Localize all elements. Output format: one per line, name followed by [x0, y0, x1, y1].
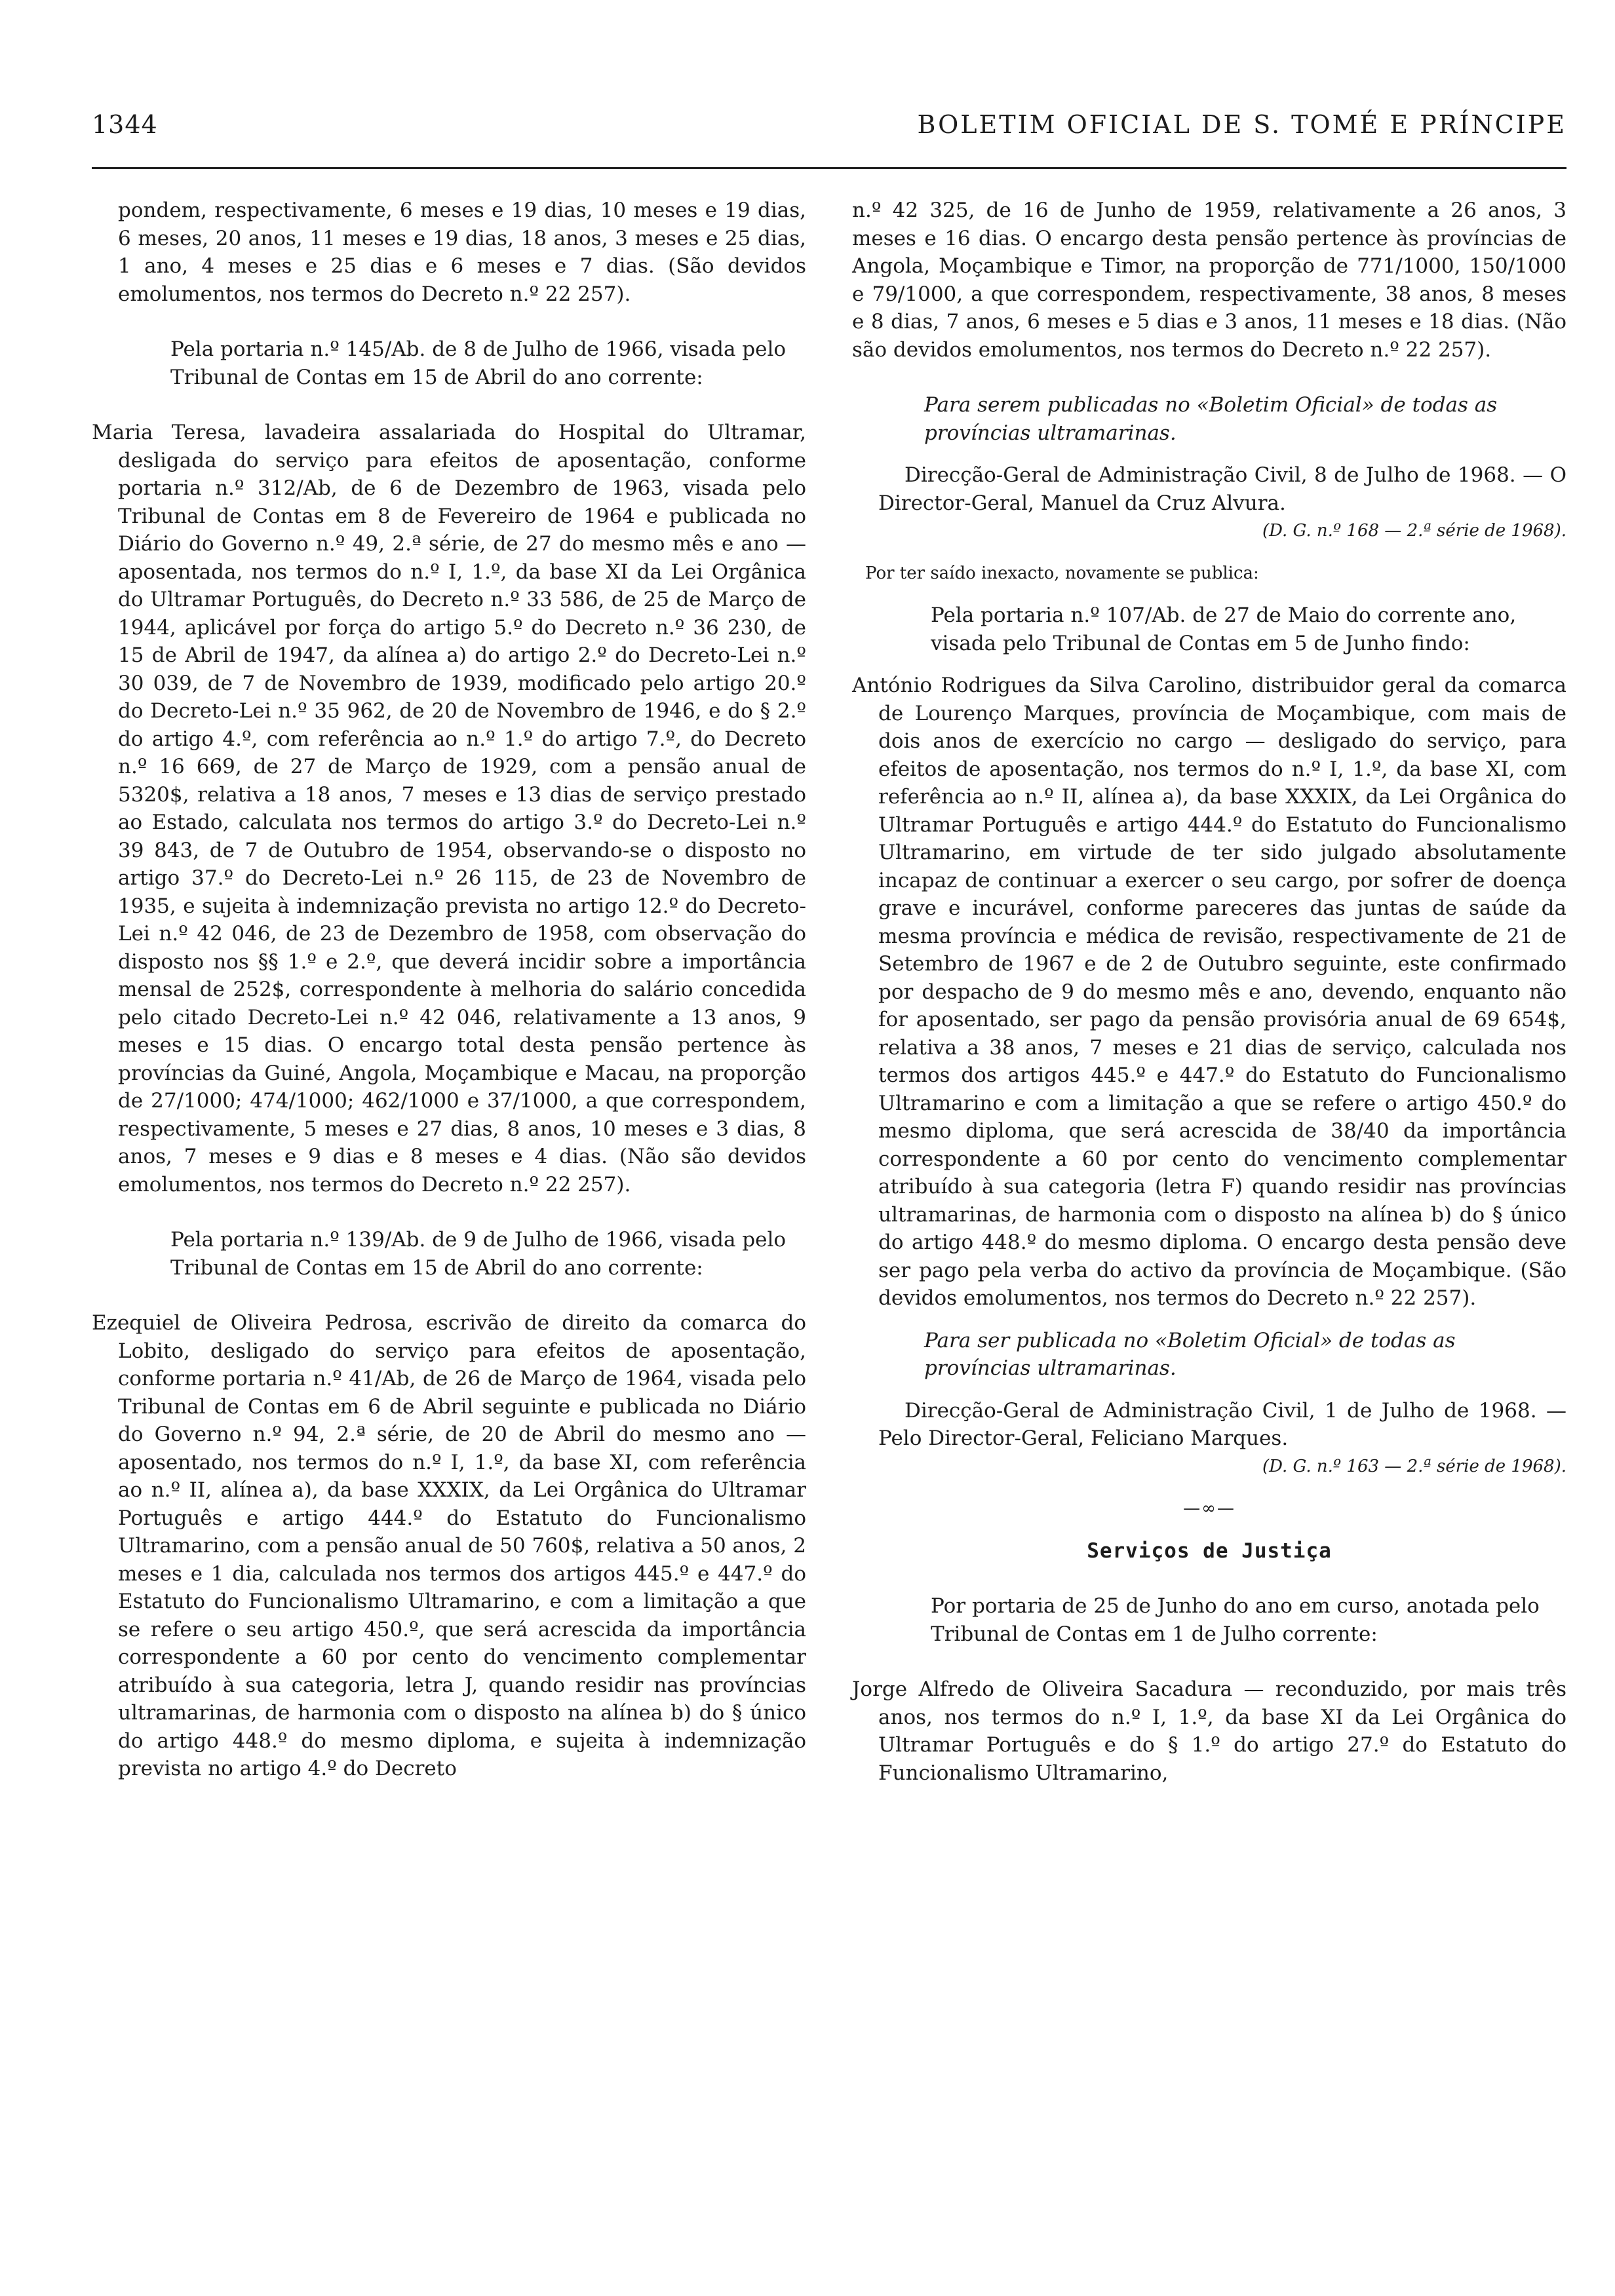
- signature-line: Direcção-Geral de Administração Civil, 8 de Julho de 1968. — O Director-Geral, Manuel da Cruz Alvura.: [878, 463, 1566, 515]
- portaria-heading: Pela portaria n.º 145/Ab. de 8 de Julho de 1966, visada pelo Tribunal de Contas em 15 de Abril do ano corrente:: [170, 337, 787, 389]
- pension-entry: Ezequiel de Oliveira Pedrosa, escrivão de direito da comarca do Lobito, desligado do serviço para efeitos de aposentação, conforme portaria n.º 41/Ab, de 26 de Março de 1964, visada pelo Tribunal de Contas em 6 de Abril seguinte e publicada no Diário do Governo n.º 94, 2.ª série, de 20 de Abril do mesmo ano — aposentado, nos termos do n.º I, 1.º, da base XI, com referência ao n.º II, alínea a), da base XXXIX, da Lei Orgânica do Ultramar Português e artigo 444.º do Estatuto do Funcionalismo Ultramarino, com a pensão anual de 50 760$, relativa a 50 anos, 2 meses e 1 dia, calculada nos termos dos artigos 445.º e 447.º do Estatuto do Funcionalismo Ultramarino, e com a limitação a que se refere o seu artigo 450.º, que será acrescida da importância correspondente a 60 por cento do vencimento complementar atribuído à sua categoria, letra J, quando residir nas províncias ultramarinas, de harmonia com o disposto na alínea b) do § único do artigo 448.º do mesmo diploma, e sujeita à indemnização prevista no artigo 4.º do Decreto: [92, 1311, 806, 1780]
- publication-note: Para ser publicada no «Boletim Oficial» de todas as províncias ultramarinas.: [924, 1328, 1456, 1380]
- continued-paragraph: n.º 42 325, de 16 de Junho de 1959, relativamente a 26 anos, 3 meses e 16 dias. O encargo desta pensão pertence às províncias de Angola, Moçambique e Timor, na proporção de 771/1000, 150/1000 e 79/1000, a que correspondem, respectivamente, 38 anos, 8 meses e 8 dias, 7 anos, 6 meses e 5 dias e 3 anos, 11 meses e 18 dias. (Não são devidos emolumentos, nos termos do Decreto n.º 22 257).: [852, 199, 1566, 362]
- page-header: [92, 110, 1566, 149]
- journal-title: BOLETIM OFICIAL DE S. TOMÉ E PRÍNCIPE: [917, 110, 1566, 139]
- page-number: 1344: [92, 110, 158, 139]
- gazette-reference: (D. G. n.º 168 — 2.ª série de 1968).: [1262, 521, 1566, 541]
- portaria-heading: Por portaria de 25 de Junho do ano em curso, anotada pelo Tribunal de Contas em 1 de Julho corrente:: [931, 1594, 1540, 1646]
- pension-entry: Maria Teresa, lavadeira assalariada do Hospital do Ultramar, desligada do serviço para efeitos de aposentação, conforme portaria n.º 312/Ab, de 6 de Dezembro de 1963, visada pelo Tribunal de Contas em 8 de Fevereiro de 1964 e publicada no Diário do Governo n.º 49, 2.ª série, de 27 do mesmo mês e ano — aposentada, nos termos do n.º I, 1.º, da base XI da Lei Orgânica do Ultramar Português, do Decreto n.º 33 586, de 25 de Março de 1944, aplicável por força do artigo 5.º do Decreto n.º 36 230, de 15 de Abril de 1947, da alínea a) do artigo 2.º do Decreto-Lei n.º 30 039, de 7 de Novembro de 1939, modificado pelo artigo 20.º do Decreto-Lei n.º 35 962, de 20 de Novembro de 1946, e do § 2.º do artigo 4.º, com referência ao n.º 1.º do artigo 7.º, do Decreto n.º 16 669, de 27 de Março de 1929, com a pensão anual de 5320$, relativa a 18 anos, 7 meses e 13 dias de serviço prestado ao Estado, calculata nos termos do artigo 3.º do Decreto-Lei n.º 39 843, de 7 de Outubro de 1954, observando-se o disposto no artigo 37.º do Decreto-Lei n.º 26 115, de 23 de Novembro de 1935, e sujeita à indemnização prevista no artigo 12.º do Decreto-Lei n.º 42 046, de 23 de Dezembro de 1958, com observação do disposto nos §§ 1.º e 2.º, que deverá incidir sobre a importância mensal de 252$, correspondente à melhoria do salário concedida pelo citado Decreto-Lei n.º 42 046, relativamente a 13 anos, 9 meses e 15 dias. O encargo total desta pensão pertence às províncias da Guiné, Angola, Moçambique e Macau, na proporção de 27/1000; 474/1000; 462/1000 e 37/1000, a que correspondem, respectivamente, 5 meses e 27 dias, 8 anos, 10 meses e 3 dias, 8 anos, 7 meses e 9 dias e 8 meses e 4 dias. (Não são devidos emolumentos, nos termos do Decreto n.º 22 257).: [92, 421, 806, 1196]
- gazette-reference: (D. G. n.º 163 — 2.ª série de 1968).: [1262, 1456, 1566, 1476]
- portaria-heading: Pela portaria n.º 107/Ab. de 27 de Maio do corrente ano, visada pelo Tribunal de Contas em 5 de Junho findo:: [931, 603, 1517, 655]
- signature-line: Direcção-Geral de Administração Civil, 1 de Julho de 1968. — Pelo Director-Geral, Feliciano Marques.: [878, 1398, 1566, 1450]
- pension-entry: António Rodrigues da Silva Carolino, distribuidor geral da comarca de Lourenço Marques, província de Moçambique, com mais de dois anos de exercício no cargo — desligado do serviço, para efeitos de aposentação, nos termos do n.º I, 1.º, da base XI, com referência ao n.º II, alínea a), da base XXXIX, da Lei Orgânica do Ultramar Português e artigo 444.º do Estatuto do Funcionalismo Ultramarino, em virtude de ter sido julgado absolutamente incapaz de continuar a exercer o seu cargo, por sofrer de doença grave e incurável, conforme pareceres das juntas de saúde da mesma província e médica de revisão, respectivamente de 21 de Setembro de 1967 e de 2 de Outubro seguinte, este confirmado por despacho de 9 do mesmo mês e ano, devendo, enquanto não for aposentado, ser pago da pensão provisória anual de 69 654$, relativa a 38 anos, 7 meses e 21 dias de serviço, calculada nos termos dos artigos 445.º e 447.º do Estatuto do Funcionalismo Ultramarino e com a limitação a que se refere o artigo 450.º do mesmo diploma, que será acrescida de 38/40 da importância correspondente a 60 por cento do vencimento complementar atribuído à sua categoria (letra F) quando residir nas províncias ultramarinas, de harmonia com o disposto na alínea b) do § único do artigo 448.º do mesmo diploma. O encargo desta pensão deve ser pago pela verba do activo da província de Moçambique. (São devidos emolumentos, nos termos do Decreto n.º 22 257).: [852, 674, 1566, 1310]
- portaria-heading: Pela portaria n.º 139/Ab. de 9 de Julho de 1966, visada pelo Tribunal de Contas em 15 de Abril do ano corrente:: [170, 1228, 787, 1280]
- right-column: [852, 197, 1566, 1787]
- section-title: Serviços de Justiça: [1087, 1539, 1332, 1563]
- continued-paragraph: pondem, respectivamente, 6 meses e 19 dias, 10 meses e 19 dias, 6 meses, 20 anos, 11 meses e 19 dias, 18 anos, 3 meses e 25 dias, 1 ano, 4 meses e 25 dias e 6 meses e 7 dias. (São devidos emolumentos, nos termos do Decreto n.º 22 257).: [118, 199, 806, 306]
- reprint-notice: Por ter saído inexacto, novamente se publica:: [865, 563, 1259, 583]
- appointment-entry: Jorge Alfredo de Oliveira Sacadura — reconduzido, por mais três anos, nos termos do n.º I, 1.º, da base XI da Lei Orgânica do Ultramar Português e do § 1.º do artigo 27.º do Estatuto do Funcionalismo Ultramarino,: [852, 1677, 1566, 1785]
- left-column: [92, 197, 806, 1783]
- header-rule: [92, 167, 1566, 169]
- publication-note: Para serem publicadas no «Boletim Oficial» de todas as províncias ultramarinas.: [924, 393, 1498, 445]
- section-divider: —∞—: [1183, 1499, 1236, 1518]
